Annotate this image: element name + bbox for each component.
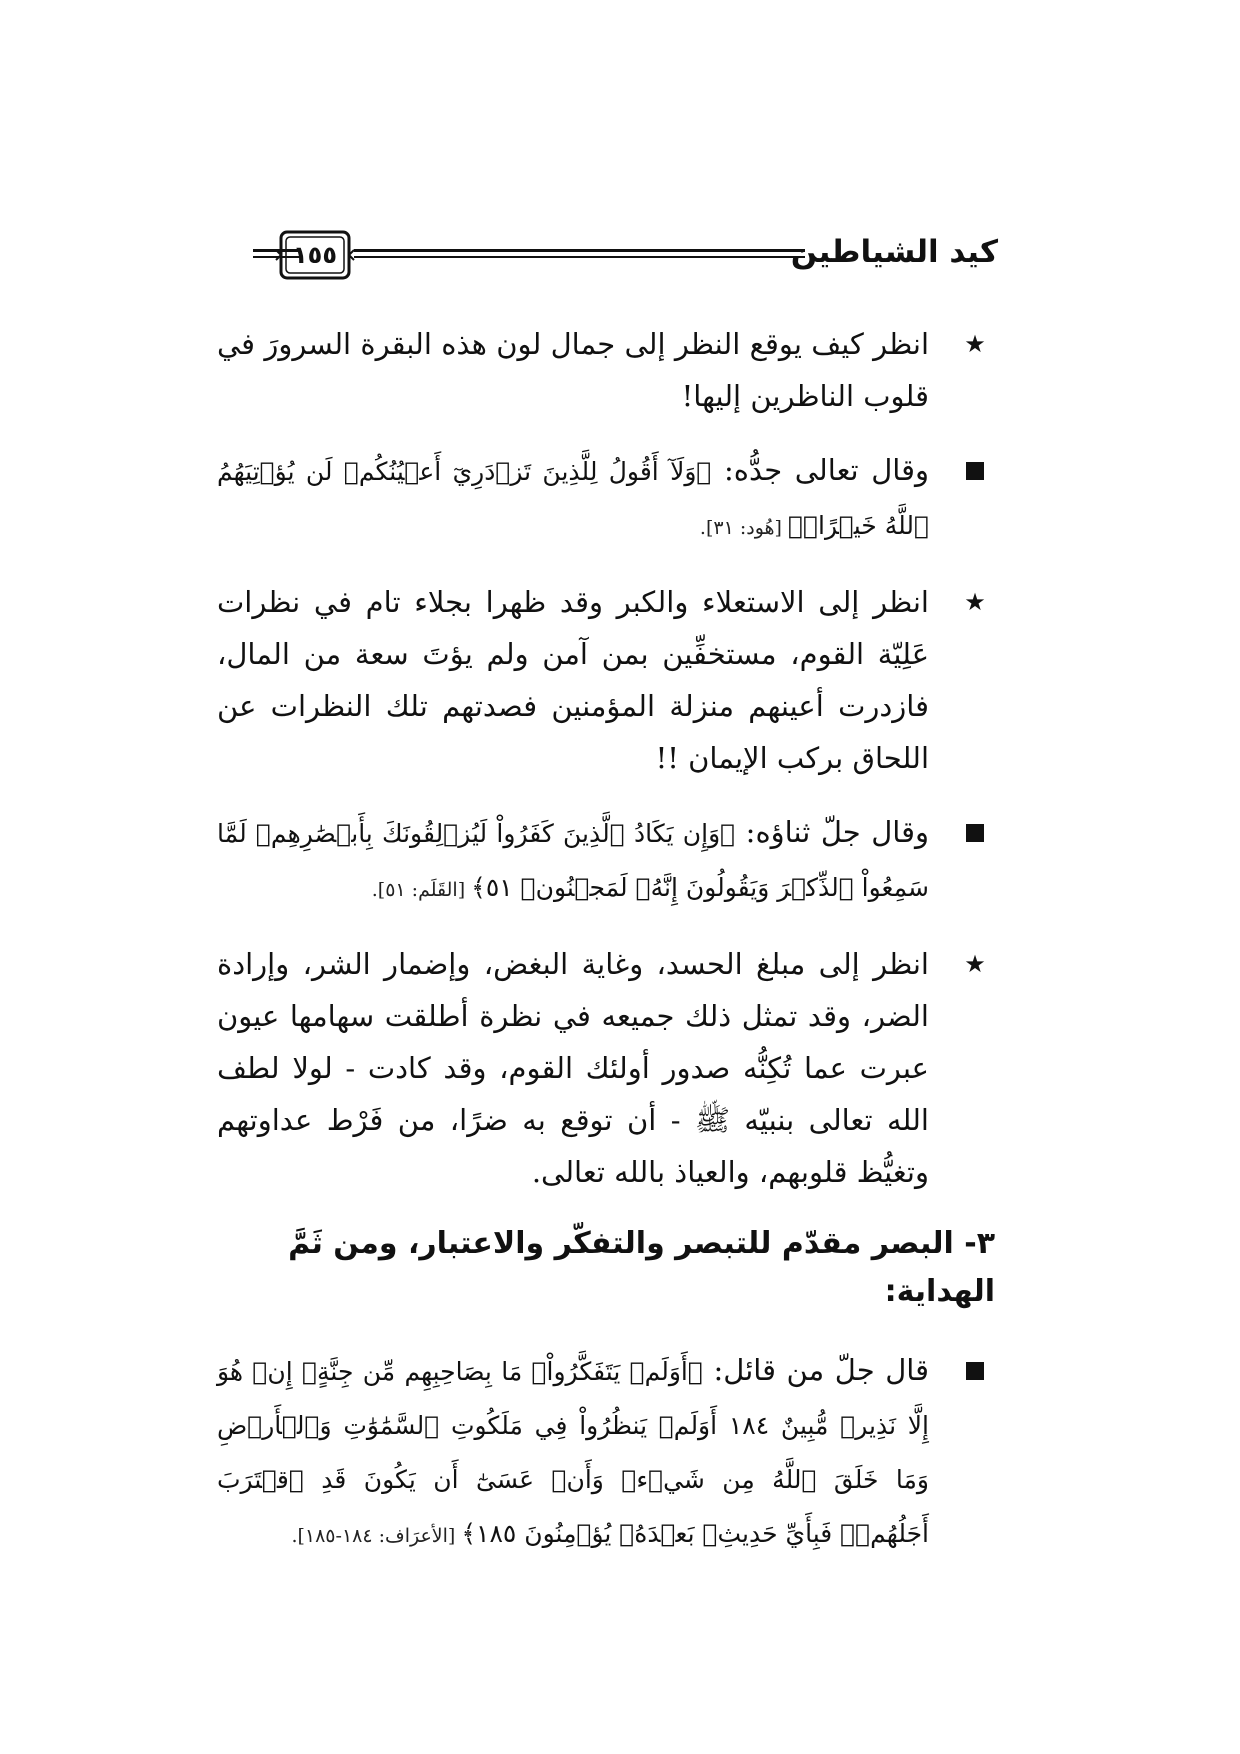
square-bullet-icon: [955, 448, 995, 492]
list-item: [217, 444, 995, 554]
item-text: انظر كيف يوقع النظر إلى جمال لون هذه البقرة السرورَ في قلوب الناظرين إليها!: [217, 327, 929, 413]
quote-intro: قال جلّ من قائل:: [702, 1353, 929, 1387]
verse-reference: [الأعرَاف: ١٨٤-١٨٥].: [291, 1525, 462, 1547]
item-text: [217, 444, 929, 554]
item-text: انظر إلى الاستعلاء والكبر وقد ظهرا بجلاء تام في نظرات عَلِيّة القوم، مستخفِّين بمن آمن ولم يؤتَ سعة من المال، فازدرت أعينهم منزلة المؤمنين فصدتهم تلك النظرات عن اللحاق بركب الإيمان !!: [217, 585, 929, 775]
quran-verse: ﴿أَوَلَمۡ يَتَفَكَّرُواْۗ مَا بِصَاحِبِهِم مِّن جِنَّةٍۚ إِنۡ هُوَ إِلَّا نَذِيرٞ مُّبِينٌ ١٨٤ أَوَلَمۡ يَنظُرُواْ فِي مَلَكُوتِ ٱلسَّمَٰوَٰتِ وَٱلۡأَرۡضِ وَمَا خَلَقَ ٱللَّهُ مِن شَيۡءٖ وَأَنۡ عَسَىٰٓ أَن يَكُونَ قَدِ ٱقۡتَرَبَ أَجَلُهُمۡۖ فَبِأَيِّ حَدِيثِۭ بَعۡدَهُۥ يُؤۡمِنُونَ ١٨٥﴾: [217, 1357, 930, 1548]
header-rule: [354, 249, 805, 258]
page-header: [253, 228, 998, 284]
page-content: [217, 318, 995, 1584]
list-item: [217, 938, 995, 1198]
list-item: [217, 1344, 995, 1562]
page-number: ١٥٥: [293, 241, 337, 269]
item-text: انظر إلى مبلغ الحسد، وغاية البغض، وإضمار الشر، وإرادة الضر، وقد تمثل ذلك جميعه في نظرة أطلقت سهامها عيون عبرت عما تُكِنُّه صدور أولئك القوم، وقد كادت - لولا لطف الله تعالى بنبيّه ﷺ - أن توقع به ضرًا، من فَرْط عداوتهم وتغيُّظ قلوبهم، والعياذ بالله تعالى.: [217, 947, 929, 1189]
quran-verse: ﴿وَلَآ أَقُولُ لِلَّذِينَ تَزۡدَرِيٓ أَعۡيُنُكُمۡ لَن يُؤۡتِيَهُمُ ٱللَّهُ خَيۡرًاۖ﴾: [217, 457, 929, 540]
quote-intro: وقال جلّ ثناؤه:: [735, 815, 929, 849]
square-bullet-icon: [955, 810, 995, 854]
quote-intro: وقال تعالى جدُّه:: [711, 453, 929, 487]
list-item: [217, 576, 995, 784]
book-title: كيد الشياطين: [790, 234, 998, 270]
star-icon: ★: [964, 330, 986, 358]
verse-reference: [القَلَم: ٥١].: [371, 879, 472, 901]
list-item: [217, 806, 995, 916]
verse-reference: [هُود: ٣١].: [699, 517, 788, 539]
item-text: [217, 806, 929, 916]
section-heading: ٣- البصر مقدّم للتبصر والتفكّر والاعتبار، ومن ثَمَّ الهداية:: [288, 1226, 995, 1309]
item-text: [217, 1344, 929, 1562]
quran-verse: ﴿وَإِن يَكَادُ ٱلَّذِينَ كَفَرُواْ لَيُزۡلِقُونَكَ بِأَبۡصَٰرِهِمۡ لَمَّا سَمِعُواْ ٱلذِّكۡرَ وَيَقُولُونَ إِنَّهُۥ لَمَجۡنُونٞ ٥١﴾: [217, 819, 929, 902]
star-icon: ★: [964, 588, 986, 616]
star-icon: ★: [964, 950, 986, 978]
square-bullet-icon: [955, 1348, 995, 1392]
header-rule-end: [253, 249, 300, 258]
list-item: [217, 318, 995, 422]
